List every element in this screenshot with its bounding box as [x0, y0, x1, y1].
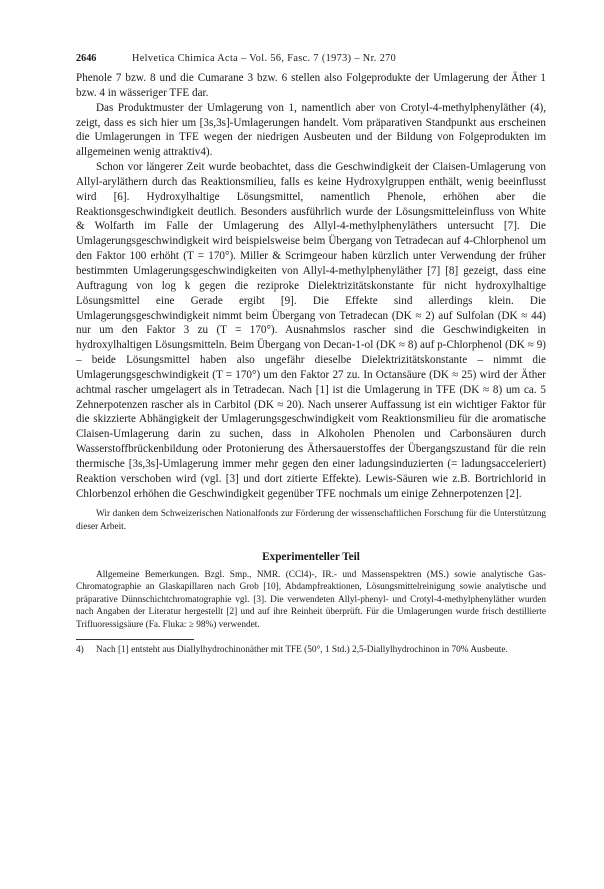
acknowledgement: Wir danken dem Schweizerischen Nationalfonds zur Förderung der wissenschaftlichen Forschung für die Unterstützung dieser Arbeit. — [76, 509, 546, 533]
footnote-divider — [76, 639, 194, 640]
experimental-general-remarks: Allgemeine Bemerkungen. Bzgl. Smp., NMR. (CCl4)-, IR.- und Massenspektren (MS.) sowie analytische Gas-Chromatographie an Glaskapillaren nach Grob [10], Abdampfreaktionen, Lösungsmittelreinigung sowie analytische und präparative Dünnschichtchromatographie vgl. [3]. Die verwendeten Allyl-phenyl- und Crotyl-4-methylphenyläther wurden nach Angaben der Literatur hergestellt [2] und auf ihre Reinheit überprüft. Für die Umlagerungen wurde frisch destillierte Trifluoressigsäure (Fa. Fluka: ≥ 98%) verwendet. — [76, 569, 546, 631]
journal-citation: Helvetica Chimica Acta – Vol. 56, Fasc. 7 (1973) – Nr. 270 — [132, 53, 397, 64]
running-header — [76, 52, 546, 68]
paragraph-1: Phenole 7 bzw. 8 und die Cumarane 3 bzw. 6 stellen also Folgeprodukte der Umlagerung der Äther 1 bzw. 4 in wässeriger TFE dar. — [76, 72, 546, 99]
footnote-text: Nach [1] entsteht aus Diallylhydrochinonäther mit TFE (50°, 1 Std.) 2,5-Diallylhydrochinon in 70% Ausbeute. — [96, 644, 508, 655]
document-page — [76, 52, 546, 656]
paragraph-2: Das Produktmuster der Umlagerung von 1, namentlich aber von Crotyl-4-methylphenyläther (4), zeigt, dass es sich hier um [3s,3s]-Umlagerungen handelt. Vom präparativen Standpunkt aus erscheinen die Umlagerungen in TFE wegen der niedrigen Ausbeuten und der Bildung von Folgeprodukten im allgemeinen wenig attraktiv4). — [76, 101, 546, 159]
section-heading-experimental: Experimenteller Teil — [262, 550, 360, 563]
page-number: 2646 — [76, 53, 97, 64]
paragraph-3: Schon vor längerer Zeit wurde beobachtet, dass die Geschwindigkeit der Claisen-Umlagerung von Allyl-aryläthern durch das Reaktionsmilieu, falls es keine Hydroxylgruppen enthält, wenig beeinflusst wird [6]. Hydroxylhaltige Lösungsmittel, namentlich Phenole, erhöhen aber die Reaktionsgeschwindigkeit deutlich. Besonders ausführlich wurde der Lösungsmitteleinfluss von White & Wolfarth im Falle der Umlagerung des Allyl-4-methylphenyläthers untersucht [7]. Die Umlagerungsgeschwindigkeit wird beispielsweise beim Übergang von Tetradecan auf 4-Chlorphenol um den Faktor 100 erhöht (T = 170°). Miller & Scrimgeour haben kürzlich unter Verwendung der früher bestimmten Umlagerungsgeschwindigkeiten von Allyl-4-methylphenyläther [7] [8] gezeigt, dass eine Auftragung von log k gegen die reziproke Dielektrizitätskonstante für nicht hydroxylhaltige Lösungsmittel eine Gerade ergibt [9]. Die Effekte sind allerdings klein. Die Umlagerungsgeschwindigkeit nimmt beim Übergang von Tetradecan (DK ≈ 2) auf Sulfolan (DK ≈ 44) nur um den Faktor 3 zu (T = 170°). Ausnahmslos rascher sind die Geschwindigkeiten in hydroxylhaltigen Lösungsmitteln. Beim Übergang von Decan-1-ol (DK ≈ 8) auf p-Chlorphenol (DK ≈ 9) – beide Lösungsmittel haben also ungefähr dieselbe Dielektrizitätskonstante – nimmt die Umlagerungsgeschwindigkeit (T = 170°) um den Faktor 27 zu. In Octansäure (DK ≈ 25) wird der Äther achtmal rascher umgelagert als in Tetradecan. Nach [1] ist die Umlagerung in TFE (DK ≈ 8) um ca. 5 Zehnerpotenzen rascher als in Carbitol (DK ≈ 20). Nach unserer Auffassung ist ein wichtiger Faktor für die skizzierte Abhängigkeit der Umlagerungsgeschwindigkeit vom Reaktionsmilieu für die aromatische Claisen-Umlagerung darin zu suchen, dass in Alkoholen Phenolen und Carbonsäuren durch Wasserstoffbrückenbildung oder Protonierung des Äthersauerstoffes der Übergangszustand für die rein thermische [3s,3s]-Umlagerung immer mehr gegen den einer ladungsinduzierten (= ladungsacceleriert) Reaktion verschoben wird (vgl. [3] und dort zitierte Effekte). Lewis-Säuren wie z.B. Bortrichlorid in Chlorbenzol erhöhen die Geschwindigkeit gegenüber TFE nochmals um einige Zehnerpotenzen [2]. — [76, 161, 546, 500]
footnote — [76, 644, 546, 657]
footnote-mark: 4) — [76, 644, 84, 655]
